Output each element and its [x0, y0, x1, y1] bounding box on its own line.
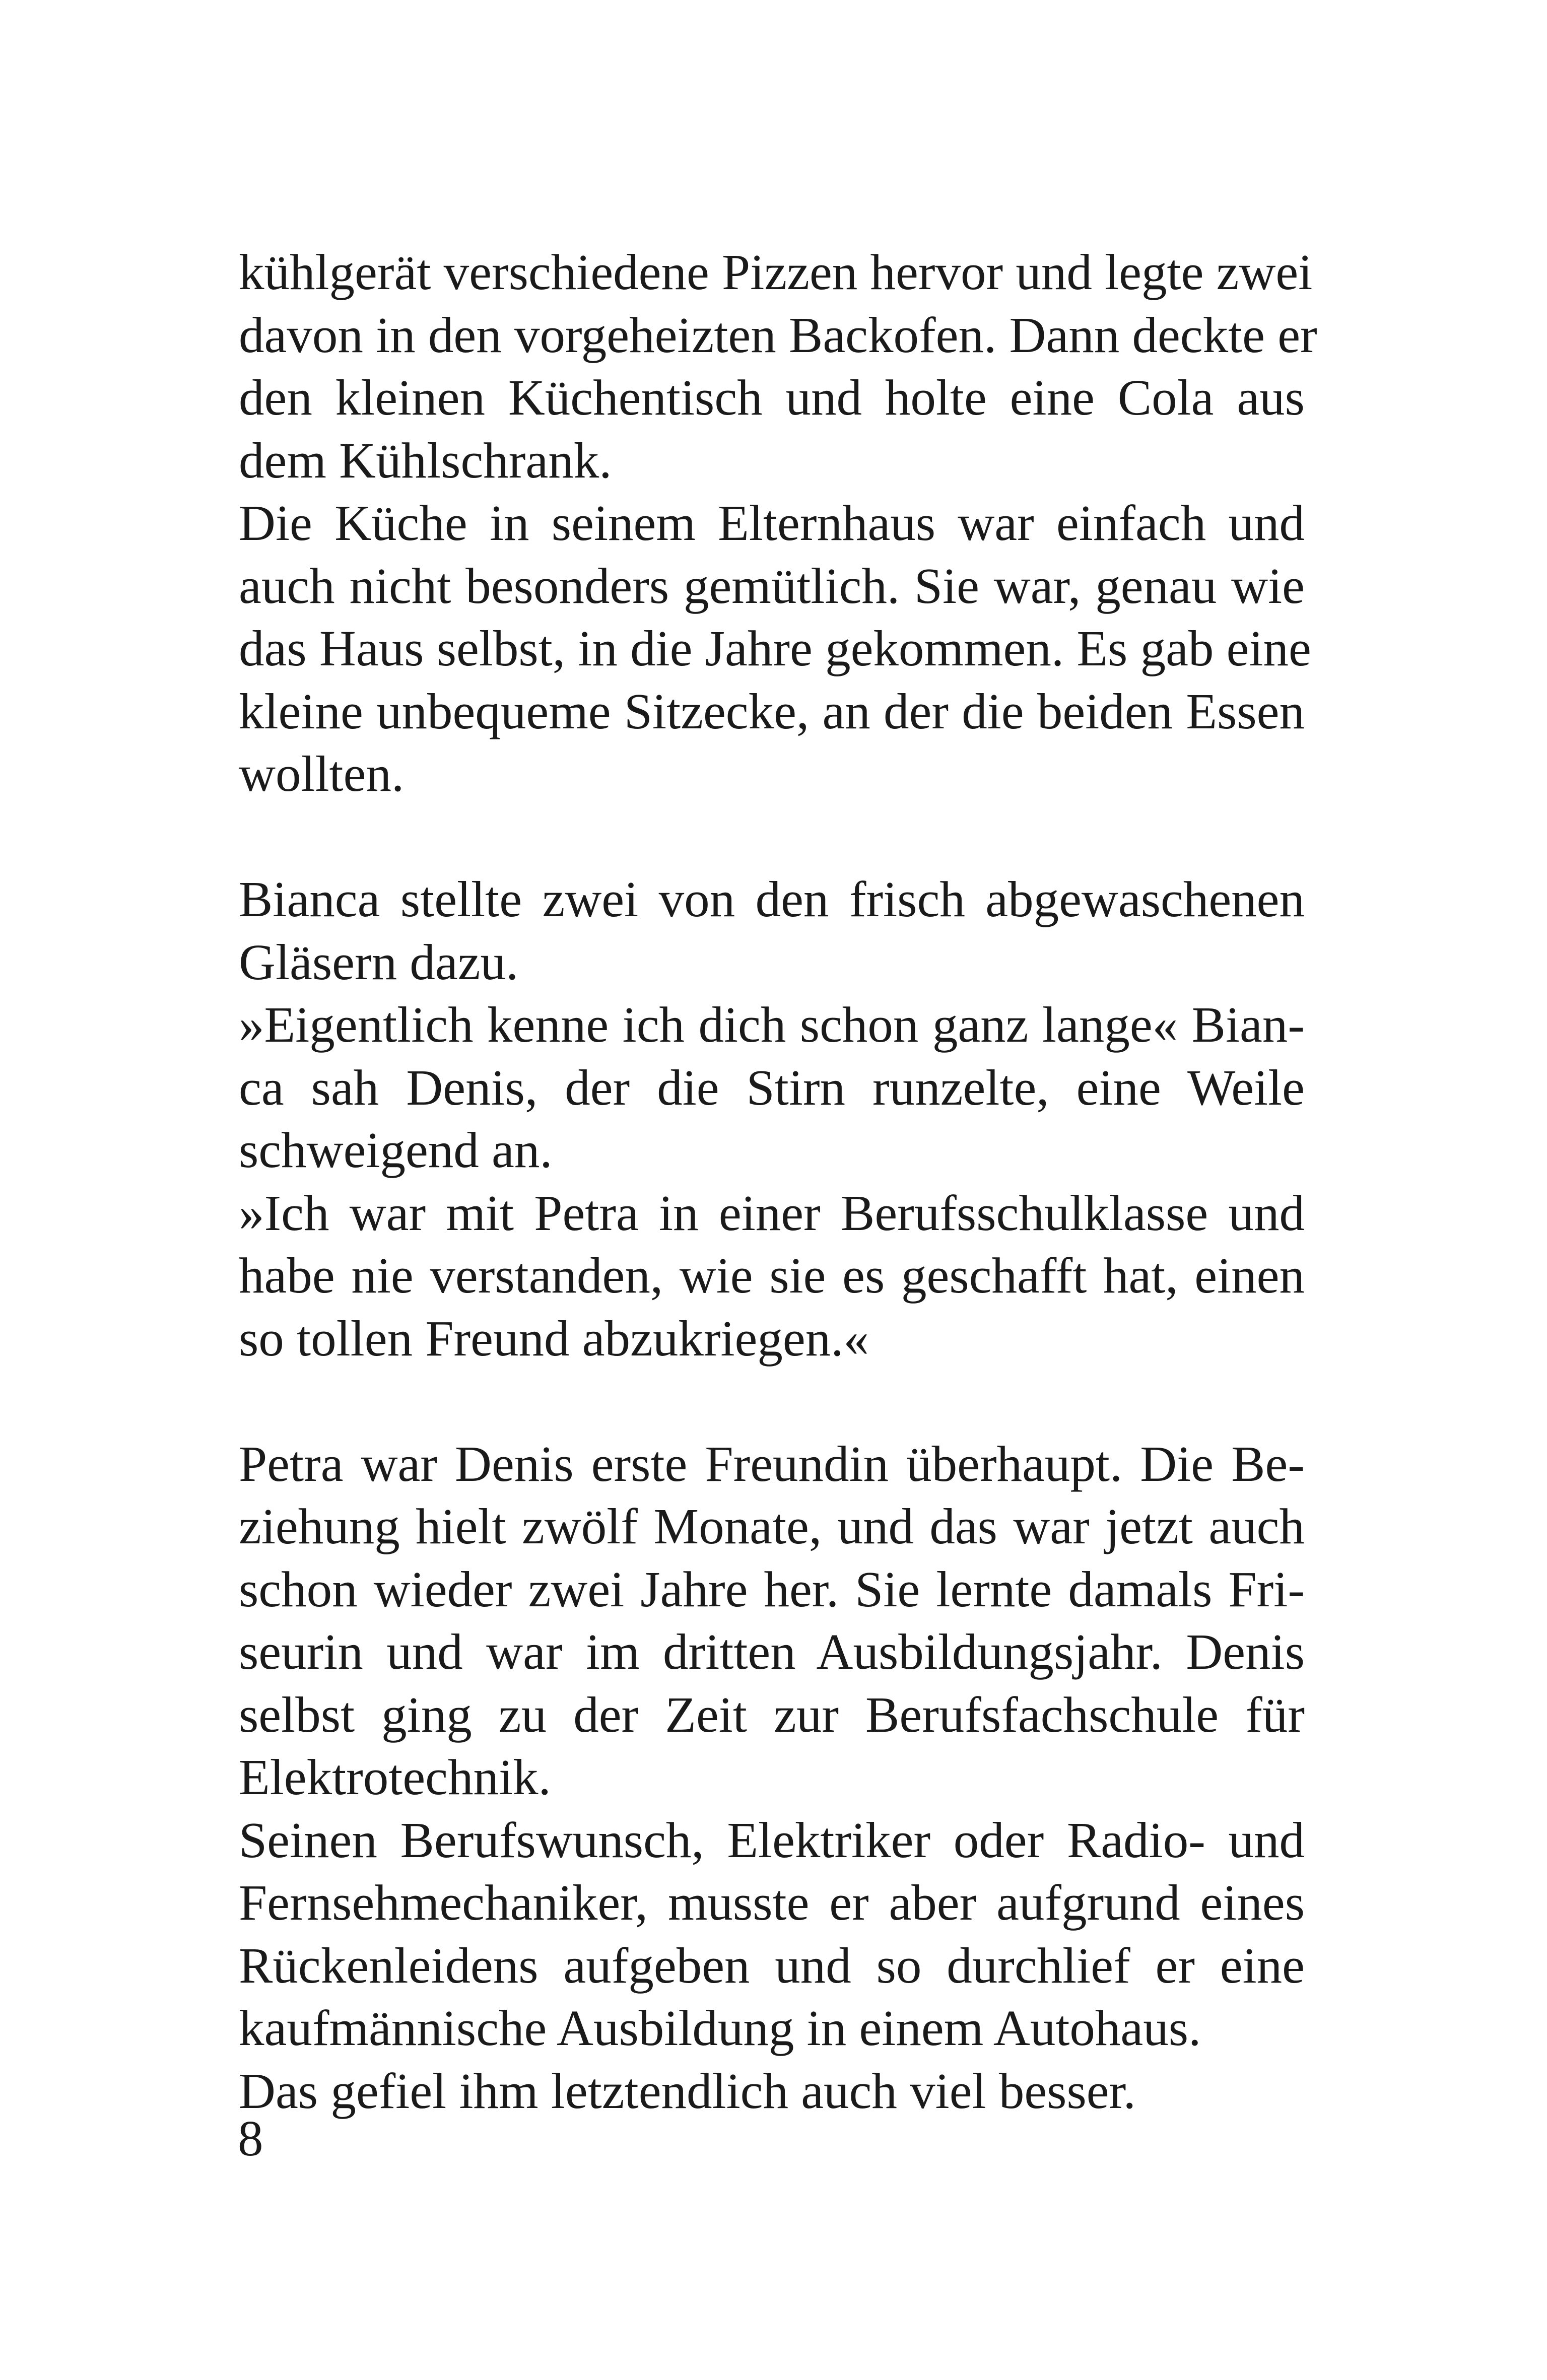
text-line: Petra war Denis erste Freundin überhaupt. Die Be-	[239, 1435, 1305, 1492]
text-line: auch nicht besonders gemütlich. Sie war, genau wie	[239, 557, 1305, 614]
text-line: habe nie verstanden, wie sie es geschafft hat, einen	[239, 1247, 1305, 1304]
text-line: »Eigentlich kenne ich dich schon ganz lange« Bian-	[239, 996, 1305, 1053]
text-line: seurin und war im dritten Ausbildungsjahr. Denis	[239, 1623, 1305, 1680]
text-line: Fernsehmechaniker, musste er aber aufgrund eines	[239, 1874, 1305, 1931]
paragraph-gap	[239, 805, 1305, 868]
text-line: kleine unbequeme Sitzecke, an der die beiden Essen	[239, 683, 1305, 739]
text-line: Elektrotechnik.	[239, 1749, 551, 1805]
text-line: kühlgerät verschiedene Pizzen hervor und legte zwei	[239, 244, 1313, 300]
text-line: das Haus selbst, in die Jahre gekommen. Es gab eine	[239, 620, 1311, 676]
text-line: schon wieder zwei Jahre her. Sie lernte damals Fri-	[239, 1560, 1305, 1617]
text-line: den kleinen Küchentisch und holte eine Cola aus	[239, 369, 1305, 426]
text-line: davon in den vorgeheizten Backofen. Dann deckte er	[239, 306, 1317, 363]
text-line: Die Küche in seinem Elternhaus war einfach und	[239, 495, 1305, 551]
text-line: Bianca stellte zwei von den frisch abgewaschenen	[239, 871, 1305, 927]
paragraph-gap	[239, 1370, 1305, 1433]
text-line: schweigend an.	[239, 1122, 553, 1178]
text-line: kaufmännische Ausbildung in einem Autohaus.	[239, 2000, 1201, 2056]
text-line: ca sah Denis, der die Stirn runzelte, eine Weile	[239, 1059, 1305, 1116]
text-line: Das gefiel ihm letztendlich auch viel besser.	[239, 2062, 1136, 2119]
body-text	[239, 241, 1317, 2122]
page-number: 8	[238, 2110, 263, 2166]
text-line: selbst ging zu der Zeit zur Berufsfachschule für	[239, 1686, 1305, 1743]
text-line: dem Kühlschrank.	[239, 432, 612, 489]
text-line: wollten.	[239, 745, 405, 802]
text-line: so tollen Freund abzukriegen.«	[239, 1310, 869, 1367]
text-line: Gläsern dazu.	[239, 933, 519, 990]
text-line: ziehung hielt zwölf Monate, und das war jetzt auch	[239, 1498, 1305, 1554]
text-line: Seinen Berufswunsch, Elektriker oder Radio- und	[239, 1811, 1305, 1868]
text-line: Rückenleidens aufgeben und so durchlief er eine	[239, 1937, 1305, 1994]
text-line: »Ich war mit Petra in einer Berufsschulklasse und	[239, 1184, 1305, 1241]
